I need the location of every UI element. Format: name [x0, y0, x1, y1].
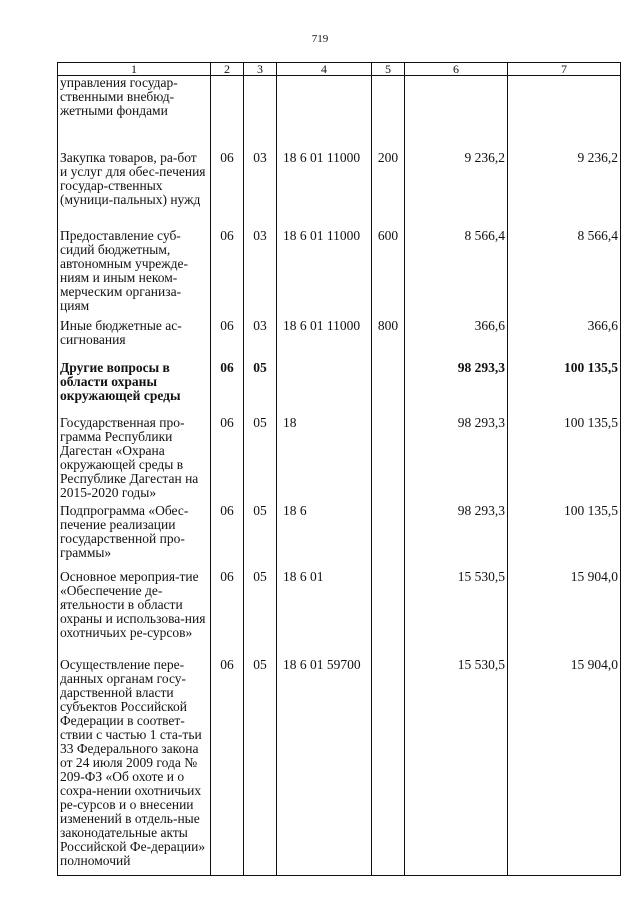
- budget-table: [57, 62, 621, 876]
- cell-section: [211, 76, 244, 151]
- table-row: [58, 76, 621, 151]
- cell-subsection: 03: [244, 229, 277, 319]
- cell-amount-1: 9 236,2: [405, 151, 508, 229]
- row-name: Закупка товаров, ра-бот и услуг для обес-печения государ-ственных (муници-пальных) нужд: [58, 151, 211, 229]
- table-row: [58, 151, 621, 229]
- cell-section: 06: [211, 229, 244, 319]
- cell-subsection: 05: [244, 570, 277, 658]
- cell-amount-1: 98 293,3: [405, 361, 508, 416]
- cell-section: 06: [211, 361, 244, 416]
- cell-amount-2: 100 135,5: [508, 416, 621, 504]
- cell-subsection: 05: [244, 658, 277, 876]
- cell-target-article: 18: [277, 416, 372, 504]
- cell-target-article: 18 6 01 11000: [277, 319, 372, 361]
- cell-amount-1: 15 530,5: [405, 570, 508, 658]
- col-header-6: 6: [405, 63, 508, 76]
- cell-section: 06: [211, 319, 244, 361]
- table-row: [58, 361, 621, 416]
- cell-expense-type: 200: [372, 151, 405, 229]
- cell-target-article: [277, 76, 372, 151]
- cell-target-article: 18 6 01 11000: [277, 229, 372, 319]
- cell-subsection: 05: [244, 416, 277, 504]
- table-row: [58, 229, 621, 319]
- col-header-4: 4: [277, 63, 372, 76]
- col-header-3: 3: [244, 63, 277, 76]
- table-row: [58, 416, 621, 504]
- cell-expense-type: [372, 658, 405, 876]
- row-name: Осуществление пере-данных органам госу-дарственной власти субъектов Российской Федерации в соответ-ствии с частью 1 ста-тьи 33 Федерального закона от 24 июля 2009 года № 209-ФЗ «Об охоте и о сохра-нении охотничьих ре-сурсов и о внесении изменений в отдель-ные законодательные акты Российской Фе-дерации» полномочий: [58, 658, 211, 876]
- col-header-5: 5: [372, 63, 405, 76]
- table-row: [58, 658, 621, 876]
- cell-section: 06: [211, 151, 244, 229]
- cell-expense-type: 800: [372, 319, 405, 361]
- header-row: [58, 63, 621, 76]
- cell-subsection: 05: [244, 361, 277, 416]
- cell-target-article: 18 6 01 59700: [277, 658, 372, 876]
- cell-amount-2: 366,6: [508, 319, 621, 361]
- cell-amount-1: 98 293,3: [405, 416, 508, 504]
- cell-amount-2: 9 236,2: [508, 151, 621, 229]
- table-row: [58, 504, 621, 570]
- cell-expense-type: [372, 570, 405, 658]
- row-name: Другие вопросы в области охраны окружающей среды: [58, 361, 211, 416]
- cell-amount-2: 8 566,4: [508, 229, 621, 319]
- cell-section: 06: [211, 416, 244, 504]
- cell-subsection: 05: [244, 504, 277, 570]
- row-name: управления государ-ственными внебюд-жетными фондами: [58, 76, 211, 151]
- row-name: Основное мероприя-тие «Обеспечение де-ятельности в области охраны и использова-ния охотничьих ре-сурсов»: [58, 570, 211, 658]
- cell-expense-type: [372, 361, 405, 416]
- cell-expense-type: [372, 416, 405, 504]
- col-header-7: 7: [508, 63, 621, 76]
- cell-amount-2: [508, 76, 621, 151]
- cell-subsection: [244, 76, 277, 151]
- row-name: Иные бюджетные ас-сигнования: [58, 319, 211, 361]
- row-name: Государственная про-грамма Республики Дагестан «Охрана окружающей среды в Республике Дагестан на 2015-2020 годы»: [58, 416, 211, 504]
- col-header-1: 1: [58, 63, 211, 76]
- table-row: [58, 570, 621, 658]
- cell-amount-2: 15 904,0: [508, 570, 621, 658]
- row-name: Подпрограмма «Обес-печение реализации государственной про-граммы»: [58, 504, 211, 570]
- cell-expense-type: [372, 504, 405, 570]
- cell-subsection: 03: [244, 151, 277, 229]
- cell-section: 06: [211, 504, 244, 570]
- cell-amount-1: [405, 76, 508, 151]
- cell-amount-1: 8 566,4: [405, 229, 508, 319]
- cell-amount-1: 98 293,3: [405, 504, 508, 570]
- cell-target-article: [277, 361, 372, 416]
- cell-target-article: 18 6 01: [277, 570, 372, 658]
- cell-expense-type: 600: [372, 229, 405, 319]
- cell-amount-2: 100 135,5: [508, 361, 621, 416]
- row-name: Предоставление суб-сидий бюджетным, автономным учрежде-ниям и иным неком-мерческим организа-циям: [58, 229, 211, 319]
- cell-subsection: 03: [244, 319, 277, 361]
- col-header-2: 2: [211, 63, 244, 76]
- cell-expense-type: [372, 76, 405, 151]
- cell-amount-1: 366,6: [405, 319, 508, 361]
- cell-target-article: 18 6 01 11000: [277, 151, 372, 229]
- cell-amount-2: 15 904,0: [508, 658, 621, 876]
- cell-section: 06: [211, 658, 244, 876]
- cell-amount-1: 15 530,5: [405, 658, 508, 876]
- page-number: 719: [311, 33, 329, 45]
- cell-section: 06: [211, 570, 244, 658]
- table-row: [58, 319, 621, 361]
- cell-amount-2: 100 135,5: [508, 504, 621, 570]
- cell-target-article: 18 6: [277, 504, 372, 570]
